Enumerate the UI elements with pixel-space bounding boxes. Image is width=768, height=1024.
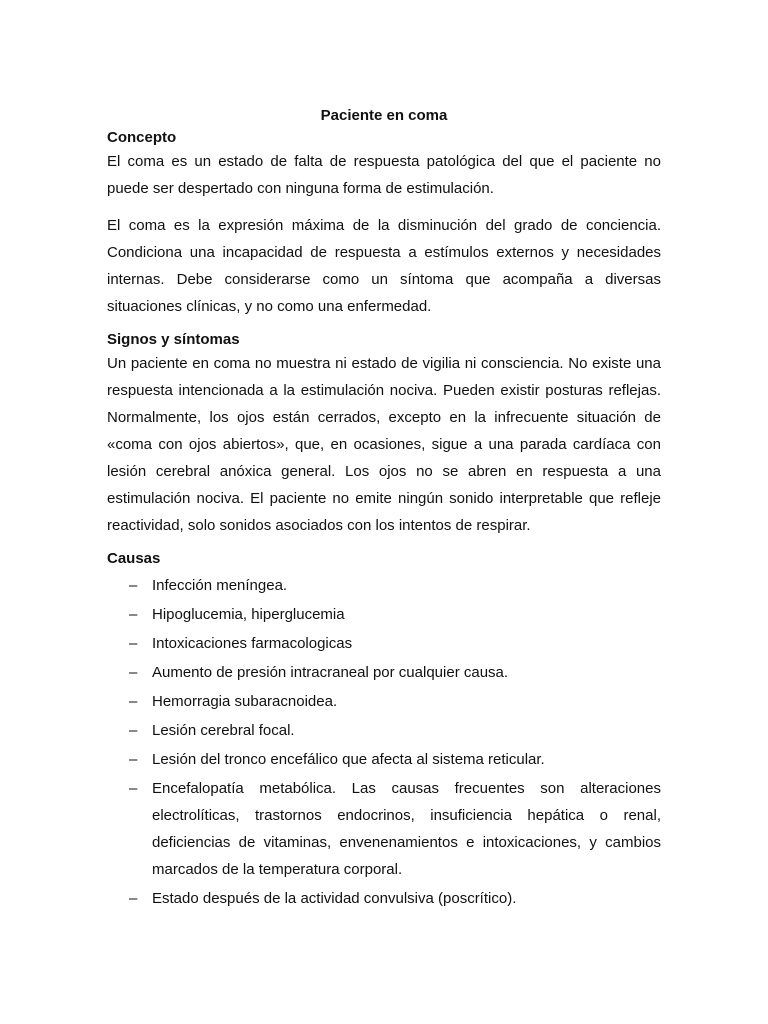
list-item	[107, 775, 661, 883]
dash-bullet: –	[129, 780, 138, 797]
dash-bullet: –	[129, 664, 138, 681]
document-title: Paciente en coma	[320, 107, 448, 124]
causes-list	[107, 572, 661, 912]
list-item	[107, 630, 661, 657]
list-item	[107, 717, 661, 744]
paragraph: El coma es un estado de falta de respuesta patológica del que el paciente no puede ser despertado con ninguna forma de estimulación.	[107, 153, 661, 197]
list-item-text: Hemorragia subaracnoidea.	[152, 693, 338, 710]
list-item-text: Encefalopatía metabólica. Las causas frecuentes son alteraciones electrolíticas, trastornos endocrinos, insuficiencia hepática o renal, deficiencias de vitaminas, envenenamientos e intoxicaciones, y cambios marcados de la temperatura corporal.	[152, 780, 661, 878]
dash-bullet: –	[129, 751, 138, 768]
section-signos	[107, 330, 661, 539]
dash-bullet: –	[129, 606, 138, 623]
list-item-text: Intoxicaciones farmacologicas	[152, 635, 353, 652]
dash-bullet: –	[129, 693, 138, 710]
list-item-text: Estado después de la actividad convulsiva (poscrítico).	[152, 890, 517, 907]
dash-bullet: –	[129, 890, 138, 907]
dash-bullet: –	[129, 722, 138, 739]
list-item-text: Lesión del tronco encefálico que afecta al sistema reticular.	[152, 751, 545, 768]
section-heading-concepto: Concepto	[107, 129, 177, 146]
paragraph: El coma es la expresión máxima de la disminución del grado de conciencia. Condiciona una incapacidad de respuesta a estímulos externos y necesidades internas. Debe considerarse como un síntoma que acompaña a diversas situaciones clínicas, y no como una enfermedad.	[107, 217, 661, 315]
list-item-text: Infección meníngea.	[152, 577, 288, 594]
section-causas	[107, 549, 661, 912]
list-item	[107, 659, 661, 686]
list-item	[107, 572, 661, 599]
list-item	[107, 601, 661, 628]
dash-bullet: –	[129, 635, 138, 652]
section-heading-signos: Signos y síntomas	[107, 331, 240, 348]
list-item	[107, 688, 661, 715]
list-item-text: Hipoglucemia, hiperglucemia	[152, 606, 345, 623]
list-item-text: Lesión cerebral focal.	[152, 722, 295, 739]
list-item-text: Aumento de presión intracraneal por cualquier causa.	[152, 664, 509, 681]
dash-bullet: –	[129, 577, 138, 594]
document-page	[107, 104, 661, 914]
section-concepto	[107, 128, 661, 320]
section-heading-causas: Causas	[107, 550, 161, 567]
list-item	[107, 746, 661, 773]
paragraph: Un paciente en coma no muestra ni estado de vigilia ni consciencia. No existe una respuesta intencionada a la estimulación nociva. Pueden existir posturas reflejas. Normalmente, los ojos están cerrados, excepto en la infrecuente situación de «coma con ojos abiertos», que, en ocasiones, sigue a una parada cardíaca con lesión cerebral anóxica general. Los ojos no se abren en respuesta a una estimulación nociva. El paciente no emite ningún sonido interpretable que refleje reactividad, solo sonidos asociados con los intentos de respirar.	[107, 355, 661, 534]
list-item	[107, 885, 661, 912]
